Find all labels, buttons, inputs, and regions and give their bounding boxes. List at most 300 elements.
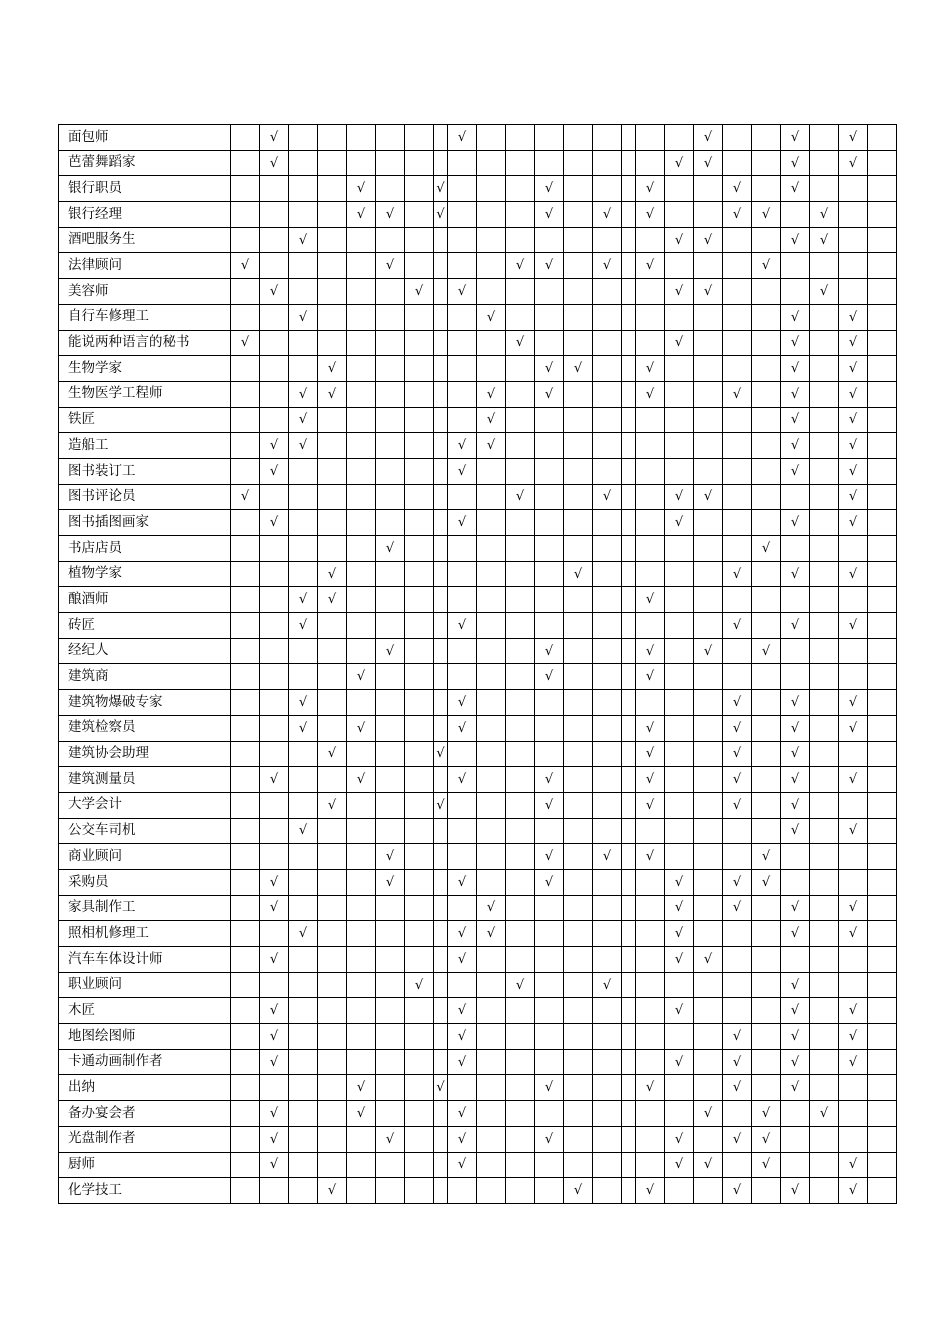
empty-cell [723,279,752,305]
empty-cell [535,998,564,1024]
empty-cell [622,150,636,176]
check-mark-cell: √ [318,1178,347,1204]
occupation-name: 光盘制作者 [59,1126,231,1152]
empty-cell [448,227,477,253]
empty-cell [636,690,665,716]
empty-cell [231,433,260,459]
empty-cell [231,561,260,587]
empty-cell [318,407,347,433]
check-mark-cell: √ [723,561,752,587]
empty-cell [723,356,752,382]
empty-cell [448,818,477,844]
empty-cell [781,1101,810,1127]
occupation-name: 地图绘图师 [59,1024,231,1050]
empty-cell [477,792,506,818]
empty-cell [752,381,781,407]
occupation-name: 砖匠 [59,613,231,639]
empty-cell [506,1152,535,1178]
empty-cell [231,767,260,793]
check-mark-cell: √ [231,253,260,279]
empty-cell [506,947,535,973]
empty-cell [231,587,260,613]
empty-cell [231,1126,260,1152]
empty-cell [564,536,593,562]
empty-cell [318,818,347,844]
empty-cell [694,253,723,279]
check-mark-cell: √ [781,792,810,818]
empty-cell [260,921,289,947]
empty-cell [622,844,636,870]
table-row [59,869,897,895]
table-row [59,356,897,382]
empty-cell [694,561,723,587]
empty-cell [810,1126,839,1152]
empty-cell [665,381,694,407]
empty-cell [781,664,810,690]
check-mark-cell: √ [752,253,781,279]
check-mark-cell: √ [636,715,665,741]
empty-cell [868,1178,897,1204]
empty-cell [231,150,260,176]
check-mark-cell: √ [434,1075,448,1101]
empty-cell [434,690,448,716]
empty-cell [665,407,694,433]
empty-cell [665,1101,694,1127]
empty-cell [318,150,347,176]
check-mark-cell: √ [289,587,318,613]
check-mark-cell: √ [781,998,810,1024]
empty-cell [231,844,260,870]
empty-cell [347,484,376,510]
empty-cell [752,279,781,305]
empty-cell [752,895,781,921]
check-mark-cell: √ [506,253,535,279]
check-mark-cell: √ [434,202,448,228]
empty-cell [868,587,897,613]
empty-cell [622,587,636,613]
empty-cell [260,715,289,741]
empty-cell [506,1101,535,1127]
table-row [59,125,897,151]
check-mark-cell: √ [810,202,839,228]
empty-cell [477,947,506,973]
check-mark-cell: √ [839,998,868,1024]
table-row [59,433,897,459]
empty-cell [434,150,448,176]
table-row [59,613,897,639]
empty-cell [376,792,405,818]
empty-cell [347,921,376,947]
empty-cell [405,407,434,433]
empty-cell [318,279,347,305]
empty-cell [694,869,723,895]
empty-cell [752,433,781,459]
empty-cell [636,921,665,947]
empty-cell [477,330,506,356]
empty-cell [434,869,448,895]
empty-cell [289,869,318,895]
empty-cell [260,407,289,433]
empty-cell [318,690,347,716]
check-mark-cell: √ [839,484,868,510]
empty-cell [564,972,593,998]
empty-cell [260,253,289,279]
empty-cell [622,1049,636,1075]
empty-cell [564,1049,593,1075]
empty-cell [347,279,376,305]
check-mark-cell: √ [376,202,405,228]
occupation-name: 植物学家 [59,561,231,587]
check-mark-cell: √ [723,1126,752,1152]
check-mark-cell: √ [260,767,289,793]
empty-cell [810,1152,839,1178]
empty-cell [810,253,839,279]
empty-cell [694,690,723,716]
empty-cell [694,381,723,407]
empty-cell [376,484,405,510]
empty-cell [593,510,622,536]
empty-cell [434,407,448,433]
empty-cell [752,1024,781,1050]
empty-cell [376,561,405,587]
check-mark-cell: √ [260,1049,289,1075]
empty-cell [564,176,593,202]
empty-cell [231,510,260,536]
check-mark-cell: √ [535,176,564,202]
empty-cell [723,304,752,330]
empty-cell [723,125,752,151]
check-mark-cell: √ [376,536,405,562]
check-mark-cell: √ [839,510,868,536]
check-mark-cell: √ [839,561,868,587]
check-mark-cell: √ [810,279,839,305]
empty-cell [506,381,535,407]
empty-cell [231,998,260,1024]
occupation-name: 厨师 [59,1152,231,1178]
check-mark-cell: √ [636,253,665,279]
check-mark-cell: √ [376,253,405,279]
table-row [59,587,897,613]
empty-cell [593,433,622,459]
empty-cell [564,433,593,459]
empty-cell [405,304,434,330]
empty-cell [593,279,622,305]
empty-cell [260,1075,289,1101]
empty-cell [868,484,897,510]
empty-cell [477,561,506,587]
occupation-name: 职业顾问 [59,972,231,998]
empty-cell [593,947,622,973]
empty-cell [622,407,636,433]
empty-cell [231,202,260,228]
empty-cell [593,587,622,613]
check-mark-cell: √ [839,767,868,793]
empty-cell [564,330,593,356]
check-mark-cell: √ [752,844,781,870]
table-body [59,125,897,1204]
empty-cell [347,458,376,484]
empty-cell [781,253,810,279]
check-mark-cell: √ [665,279,694,305]
empty-cell [347,1024,376,1050]
check-mark-cell: √ [448,921,477,947]
check-mark-cell: √ [535,202,564,228]
empty-cell [665,664,694,690]
check-mark-cell: √ [636,767,665,793]
empty-cell [231,125,260,151]
check-mark-cell: √ [636,664,665,690]
empty-cell [694,613,723,639]
empty-cell [318,869,347,895]
empty-cell [622,767,636,793]
check-mark-cell: √ [665,869,694,895]
empty-cell [318,664,347,690]
empty-cell [347,330,376,356]
empty-cell [260,304,289,330]
empty-cell [231,869,260,895]
empty-cell [665,253,694,279]
occupation-name: 图书插图画家 [59,510,231,536]
empty-cell [448,741,477,767]
empty-cell [289,1024,318,1050]
empty-cell [810,484,839,510]
empty-cell [405,330,434,356]
empty-cell [535,1152,564,1178]
empty-cell [810,664,839,690]
empty-cell [506,741,535,767]
empty-cell [347,1126,376,1152]
empty-cell [506,587,535,613]
empty-cell [477,125,506,151]
empty-cell [622,869,636,895]
empty-cell [636,1024,665,1050]
check-mark-cell: √ [781,741,810,767]
empty-cell [781,279,810,305]
empty-cell [694,176,723,202]
empty-cell [260,972,289,998]
empty-cell [810,921,839,947]
check-mark-cell: √ [506,484,535,510]
empty-cell [231,818,260,844]
empty-cell [376,998,405,1024]
empty-cell [347,869,376,895]
empty-cell [636,484,665,510]
table-row [59,202,897,228]
check-mark-cell: √ [781,895,810,921]
empty-cell [376,1178,405,1204]
empty-cell [694,818,723,844]
empty-cell [636,972,665,998]
empty-cell [622,458,636,484]
empty-cell [434,125,448,151]
check-mark-cell: √ [318,741,347,767]
empty-cell [593,664,622,690]
empty-cell [260,202,289,228]
check-mark-cell: √ [839,921,868,947]
check-mark-cell: √ [448,1049,477,1075]
empty-cell [665,844,694,870]
empty-cell [564,613,593,639]
check-mark-cell: √ [564,1178,593,1204]
empty-cell [289,767,318,793]
empty-cell [752,947,781,973]
empty-cell [868,869,897,895]
table-row [59,1152,897,1178]
empty-cell [593,895,622,921]
empty-cell [810,304,839,330]
empty-cell [405,947,434,973]
empty-cell [564,947,593,973]
check-mark-cell: √ [781,972,810,998]
empty-cell [506,998,535,1024]
empty-cell [593,356,622,382]
empty-cell [564,767,593,793]
empty-cell [752,792,781,818]
empty-cell [839,741,868,767]
empty-cell [347,947,376,973]
table-row [59,972,897,998]
empty-cell [622,1178,636,1204]
empty-cell [347,998,376,1024]
check-mark-cell: √ [448,1152,477,1178]
check-mark-cell: √ [694,1101,723,1127]
empty-cell [231,972,260,998]
empty-cell [405,1101,434,1127]
empty-cell [477,510,506,536]
check-mark-cell: √ [477,304,506,330]
check-mark-cell: √ [752,1101,781,1127]
empty-cell [318,1024,347,1050]
empty-cell [347,227,376,253]
empty-cell [434,1024,448,1050]
empty-cell [405,844,434,870]
empty-cell [694,330,723,356]
empty-cell [839,869,868,895]
check-mark-cell: √ [781,510,810,536]
empty-cell [752,150,781,176]
check-mark-cell: √ [477,381,506,407]
check-mark-cell: √ [839,1178,868,1204]
table-row [59,895,897,921]
check-mark-cell: √ [448,1101,477,1127]
empty-cell [752,998,781,1024]
empty-cell [535,1049,564,1075]
empty-cell [347,638,376,664]
empty-cell [289,561,318,587]
empty-cell [231,458,260,484]
table-row [59,844,897,870]
empty-cell [810,638,839,664]
empty-cell [593,176,622,202]
empty-cell [752,1049,781,1075]
empty-cell [593,1178,622,1204]
empty-cell [665,561,694,587]
empty-cell [593,921,622,947]
empty-cell [231,921,260,947]
empty-cell [448,202,477,228]
empty-cell [636,433,665,459]
empty-cell [289,125,318,151]
empty-cell [564,279,593,305]
empty-cell [839,536,868,562]
empty-cell [318,536,347,562]
occupation-name: 面包师 [59,125,231,151]
check-mark-cell: √ [448,510,477,536]
empty-cell [477,150,506,176]
occupation-name: 大学会计 [59,792,231,818]
empty-cell [622,484,636,510]
check-mark-cell: √ [405,279,434,305]
check-mark-cell: √ [535,253,564,279]
check-mark-cell: √ [289,921,318,947]
empty-cell [564,587,593,613]
check-mark-cell: √ [535,356,564,382]
table-row [59,664,897,690]
empty-cell [723,1152,752,1178]
check-mark-cell: √ [506,330,535,356]
empty-cell [405,125,434,151]
empty-cell [868,356,897,382]
empty-cell [477,741,506,767]
check-mark-cell: √ [347,664,376,690]
empty-cell [810,458,839,484]
empty-cell [810,1178,839,1204]
check-mark-cell: √ [636,844,665,870]
empty-cell [535,433,564,459]
empty-cell [752,458,781,484]
empty-cell [318,227,347,253]
empty-cell [477,767,506,793]
empty-cell [564,1126,593,1152]
occupation-name: 建筑物爆破专家 [59,690,231,716]
empty-cell [752,330,781,356]
empty-cell [434,330,448,356]
empty-cell [593,330,622,356]
empty-cell [506,613,535,639]
empty-cell [593,818,622,844]
check-mark-cell: √ [781,433,810,459]
empty-cell [622,895,636,921]
empty-cell [506,690,535,716]
empty-cell [868,1049,897,1075]
empty-cell [231,638,260,664]
empty-cell [868,690,897,716]
check-mark-cell: √ [839,433,868,459]
occupation-name: 自行车修理工 [59,304,231,330]
empty-cell [564,715,593,741]
check-mark-cell: √ [318,356,347,382]
empty-cell [347,407,376,433]
check-mark-cell: √ [448,1024,477,1050]
empty-cell [477,1126,506,1152]
empty-cell [376,356,405,382]
empty-cell [347,690,376,716]
check-mark-cell: √ [781,818,810,844]
empty-cell [376,1024,405,1050]
check-mark-cell: √ [564,356,593,382]
empty-cell [405,202,434,228]
empty-cell [347,536,376,562]
check-mark-cell: √ [636,792,665,818]
empty-cell [231,176,260,202]
empty-cell [405,381,434,407]
empty-cell [347,1178,376,1204]
check-mark-cell: √ [723,1024,752,1050]
empty-cell [405,433,434,459]
empty-cell [868,176,897,202]
check-mark-cell: √ [752,638,781,664]
empty-cell [260,792,289,818]
